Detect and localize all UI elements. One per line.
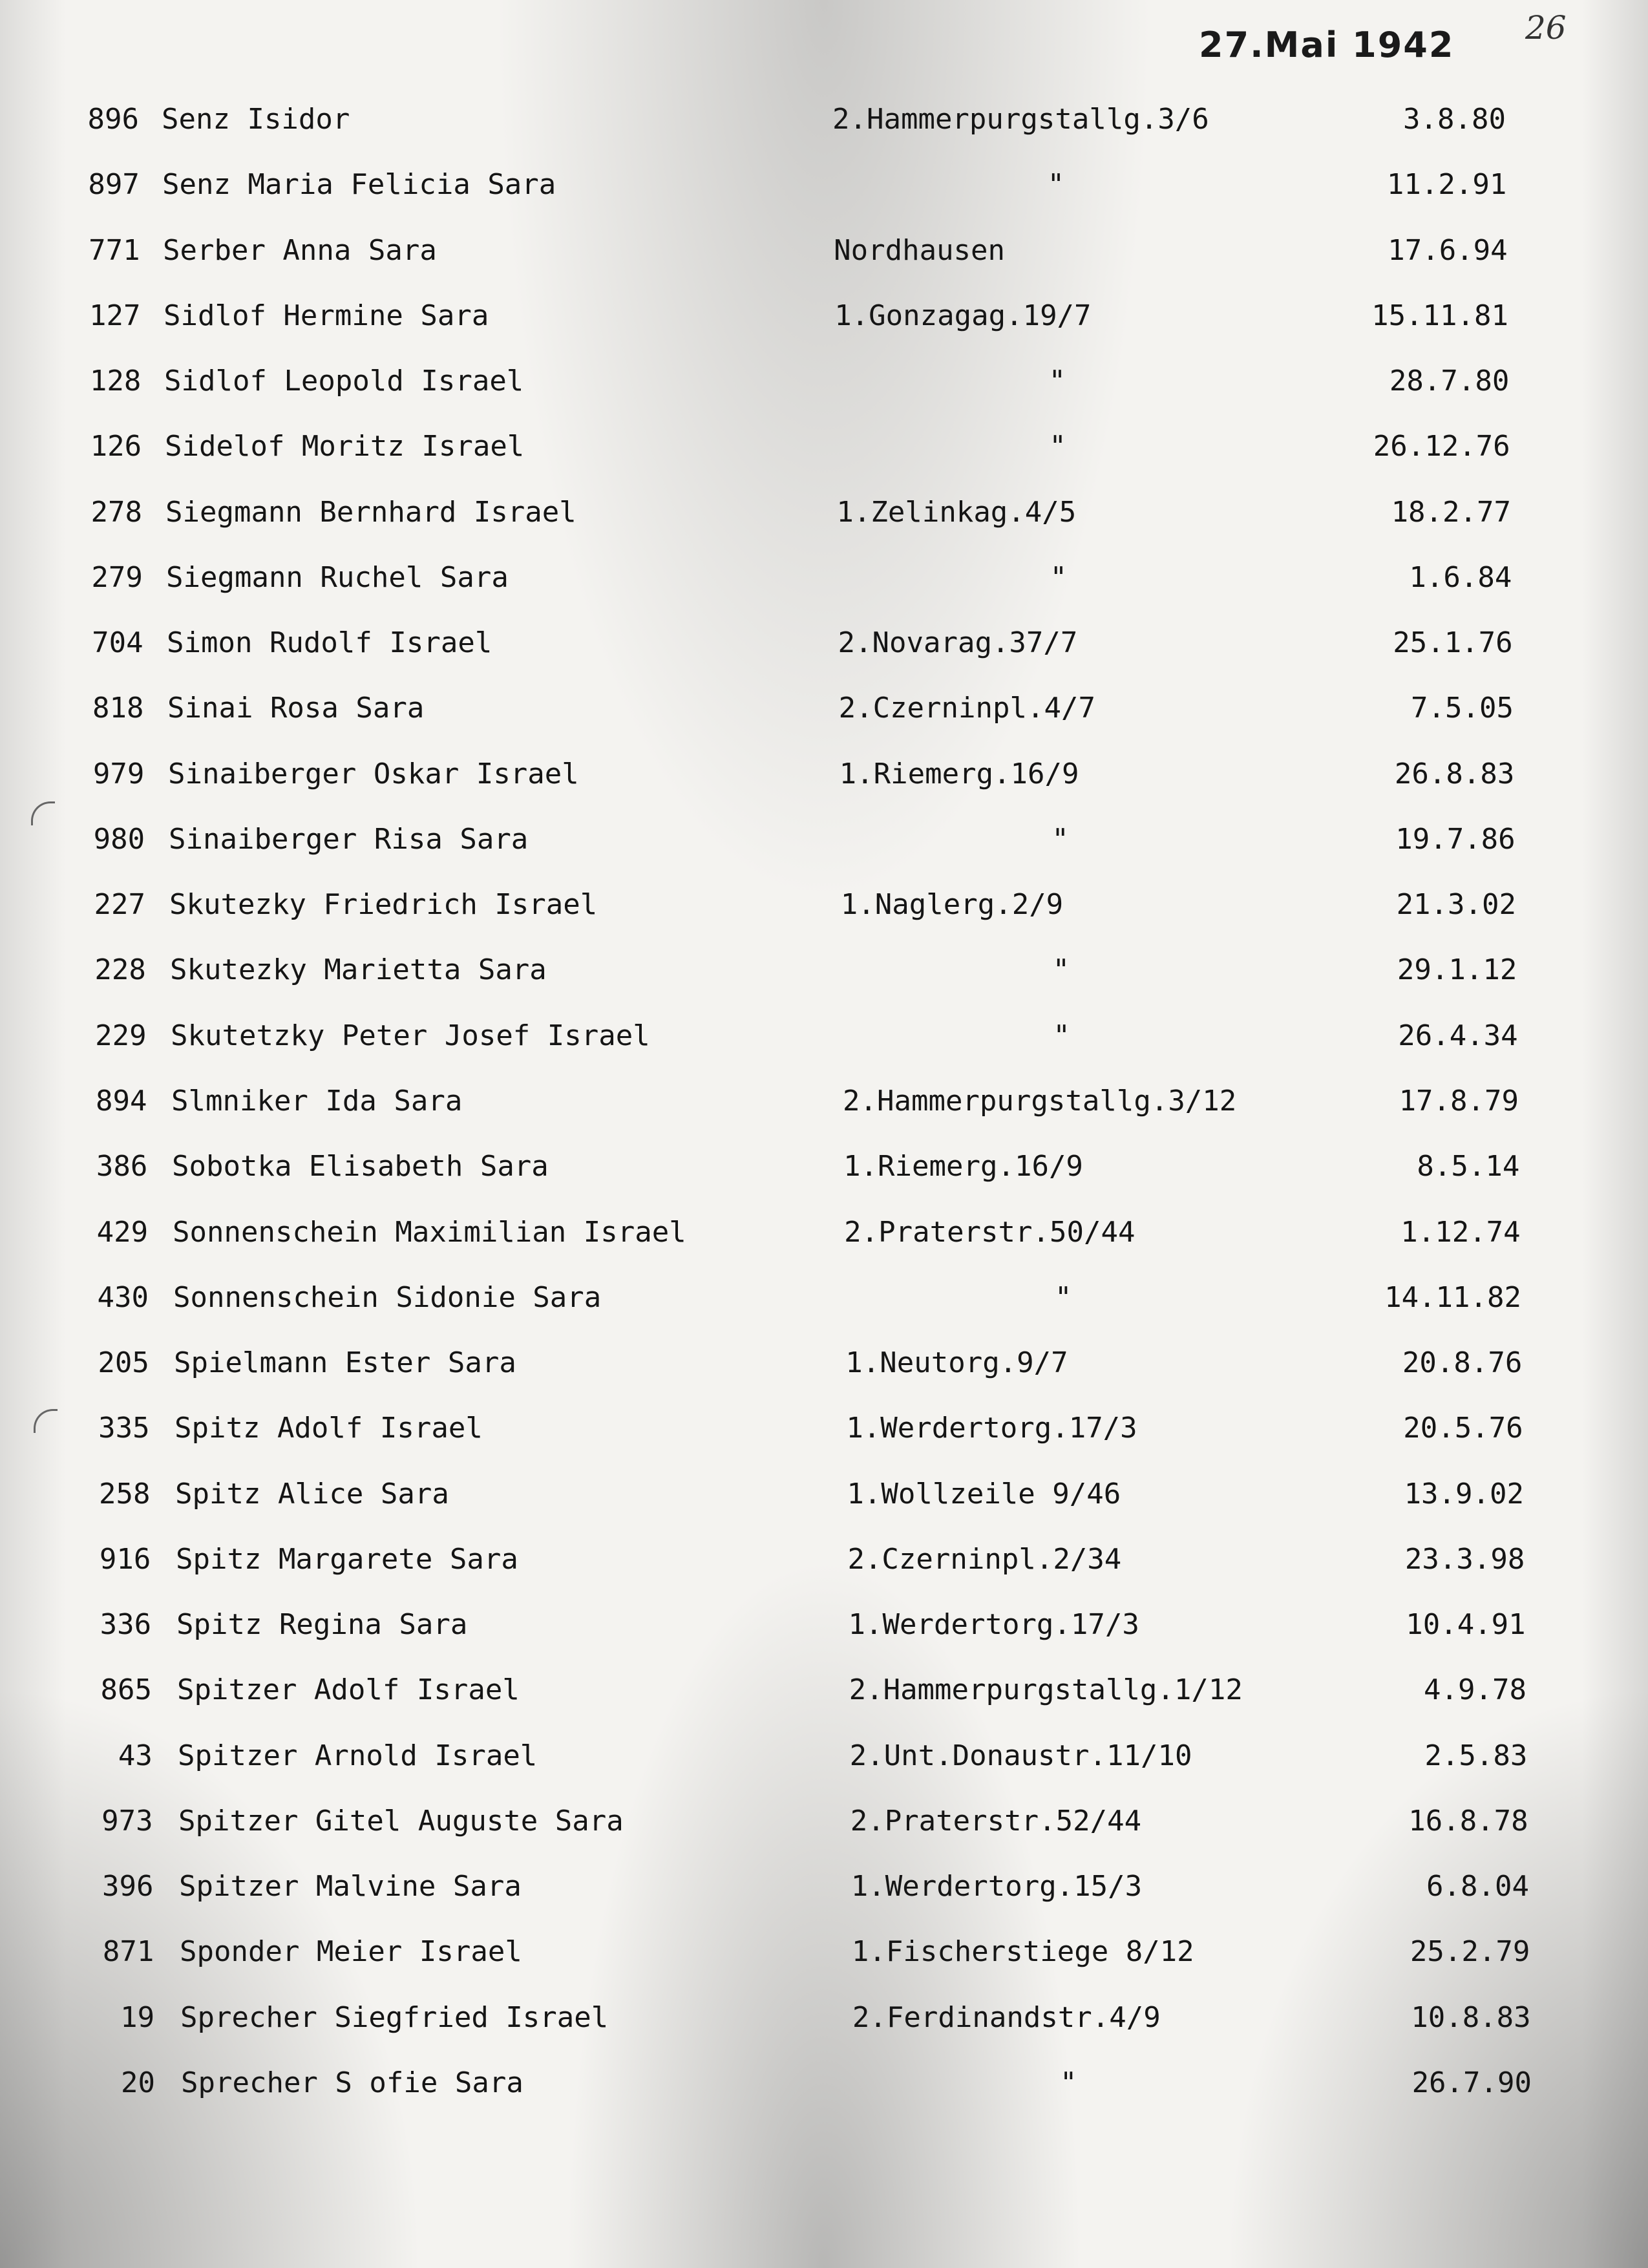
entry-number: 126 [90, 430, 142, 463]
entry-number: 279 [91, 560, 143, 594]
entry-number: 386 [96, 1150, 148, 1183]
entry-number: 258 [99, 1477, 151, 1510]
birth-date: 17.6.94 [1388, 233, 1508, 267]
table-row [0, 1602, 1648, 1648]
entry-number: 128 [89, 365, 142, 398]
birth-date: 25.1.76 [1393, 626, 1513, 660]
entry-number: 916 [99, 1542, 151, 1576]
person-name: Sonnenschein Maximilian Israel [173, 1215, 686, 1249]
address: " [1050, 560, 1068, 594]
person-name: Simon Rudolf Israel [167, 626, 492, 660]
date-stamp: 27.Mai 1942 [1199, 25, 1455, 65]
entry-number: 228 [94, 953, 146, 987]
birth-date: 3.8.80 [1403, 103, 1506, 136]
person-name: Spielmann Ester Sara [174, 1346, 516, 1380]
birth-date: 20.5.76 [1403, 1412, 1523, 1445]
address: 2.Czerninpl.4/7 [838, 692, 1095, 725]
entry-number: 229 [95, 1019, 147, 1052]
address: " [1047, 168, 1065, 202]
address: 2.Unt.Donaustr.11/10 [849, 1739, 1192, 1772]
person-name: Sinaiberger Oskar Israel [168, 757, 579, 790]
entry-number: 429 [96, 1215, 149, 1249]
person-name: Serber Anna Sara [163, 233, 437, 267]
entry-number: 19 [120, 2000, 155, 2034]
table-row [0, 1537, 1648, 1582]
birth-date: 26.7.90 [1411, 2066, 1532, 2099]
person-name: Sidlof Leopold Israel [164, 365, 524, 398]
address: " [1053, 1019, 1070, 1052]
birth-date: 28.7.80 [1389, 365, 1510, 398]
entry-number: 771 [89, 233, 140, 267]
entry-number: 20 [121, 2066, 155, 2099]
table-row [0, 1995, 1648, 2040]
entry-number: 127 [89, 299, 141, 332]
entry-number: 980 [93, 822, 145, 856]
address: 1.Werdertorg.17/3 [846, 1412, 1137, 1445]
table-row [0, 1275, 1648, 1320]
address: 2.Hammerpurgstallg.1/12 [849, 1673, 1243, 1707]
address: 1.Werdertorg.15/3 [850, 1870, 1143, 1903]
birth-date: 7.5.05 [1411, 692, 1514, 725]
address: 2.Novarag.37/7 [838, 626, 1078, 660]
birth-date: 17.8.79 [1399, 1085, 1519, 1118]
address: 2.Hammerpurgstallg.3/12 [843, 1085, 1237, 1118]
address: " [1060, 2066, 1077, 2099]
table-row [0, 882, 1648, 927]
table-row [0, 752, 1648, 797]
birth-date: 18.2.77 [1391, 495, 1511, 529]
address: 2.Praterstr.50/44 [844, 1215, 1136, 1249]
entry-number: 897 [88, 168, 140, 202]
birth-date: 1.6.84 [1409, 560, 1512, 594]
birth-date: 19.7.86 [1395, 822, 1516, 856]
address: 1.Gonzagag.19/7 [834, 299, 1092, 332]
birth-date: 13.9.02 [1404, 1477, 1524, 1510]
table-row [0, 1929, 1648, 1975]
entry-number: 979 [92, 757, 145, 790]
person-name: Skutezky Friedrich Israel [169, 888, 598, 922]
table-row [0, 293, 1648, 339]
person-name: Spitz Regina Sara [176, 1608, 468, 1642]
table-row [0, 162, 1648, 207]
person-name: Sinaiberger Risa Sara [169, 822, 529, 856]
entry-number: 896 [87, 103, 139, 136]
table-row [0, 1864, 1648, 1909]
entry-number: 818 [92, 692, 144, 725]
birth-date: 26.8.83 [1394, 757, 1515, 790]
address: " [1048, 365, 1066, 398]
address: " [1052, 953, 1070, 987]
birth-date: 29.1.12 [1397, 953, 1517, 987]
entry-number: 894 [96, 1085, 147, 1118]
person-name: Senz Isidor [162, 103, 350, 136]
entry-number: 227 [94, 888, 145, 922]
birth-date: 1.12.74 [1400, 1215, 1521, 1249]
address: 1.Werdertorg.17/3 [848, 1608, 1139, 1642]
birth-date: 26.12.76 [1373, 430, 1510, 463]
table-row [0, 620, 1648, 666]
person-name: Sinai Rosa Sara [167, 692, 425, 725]
address: 1.Wollzeile 9/46 [847, 1477, 1121, 1510]
entry-number: 973 [101, 1804, 153, 1838]
address: 2.Czerninpl.2/34 [847, 1542, 1122, 1576]
address: 2.Praterstr.52/44 [850, 1804, 1142, 1838]
table-row [0, 1341, 1648, 1386]
person-name: Sonnenschein Sidonie Sara [173, 1280, 602, 1314]
table-row [0, 1406, 1648, 1451]
birth-date: 6.8.04 [1426, 1870, 1529, 1903]
person-name: Sidelof Moritz Israel [165, 430, 525, 463]
person-name: Skutetzky Peter Josef Israel [171, 1019, 650, 1052]
table-row [0, 817, 1648, 862]
table-row [0, 1210, 1648, 1255]
table-row [0, 490, 1648, 535]
table-row [0, 1079, 1648, 1124]
birth-date: 8.5.14 [1417, 1150, 1520, 1183]
entry-number: 865 [100, 1673, 152, 1707]
page-number: 26 [1525, 9, 1567, 47]
address: " [1051, 822, 1069, 856]
table-row [0, 555, 1648, 600]
entry-number: 205 [98, 1346, 149, 1380]
address: 2.Hammerpurgstallg.3/6 [832, 103, 1209, 136]
address: 1.Neutorg.9/7 [845, 1346, 1068, 1380]
address: 1.Fischerstiege 8/12 [851, 1935, 1194, 1969]
table-row [0, 1733, 1648, 1779]
address: 1.Riemerg.16/9 [843, 1150, 1083, 1183]
table-row [0, 359, 1648, 404]
person-name: Siegmann Bernhard Israel [165, 495, 576, 529]
address: Nordhausen [834, 233, 1006, 267]
person-name: Sprecher Siegfried Israel [180, 2000, 609, 2034]
entry-number: 396 [102, 1870, 154, 1903]
address: " [1055, 1280, 1072, 1314]
person-name: Skutezky Marietta Sara [170, 953, 547, 987]
table-row [0, 1799, 1648, 1844]
person-name: Sponder Meier Israel [180, 1935, 522, 1969]
table-row [0, 948, 1648, 993]
person-name: Spitz Adolf Israel [174, 1412, 483, 1445]
person-name: Senz Maria Felicia Sara [162, 168, 556, 202]
entry-number: 430 [97, 1280, 149, 1314]
person-name: Spitzer Malvine Sara [179, 1870, 522, 1903]
birth-date: 20.8.76 [1402, 1346, 1523, 1380]
person-name: Slmniker Ida Sara [171, 1085, 463, 1118]
person-name: Sidlof Hermine Sara [164, 299, 489, 332]
entry-number: 335 [98, 1412, 150, 1445]
address: " [1049, 430, 1066, 463]
table-row [0, 1013, 1648, 1059]
address: 1.Riemerg.16/9 [839, 757, 1079, 790]
birth-date: 16.8.78 [1408, 1804, 1528, 1838]
entry-number: 704 [92, 626, 143, 660]
table-row [0, 228, 1648, 273]
address: 2.Ferdinandstr.4/9 [852, 2000, 1161, 2034]
birth-date: 2.5.83 [1424, 1739, 1528, 1772]
entry-number: 871 [102, 1935, 154, 1969]
birth-date: 4.9.78 [1424, 1673, 1527, 1707]
birth-date: 25.2.79 [1410, 1935, 1530, 1969]
birth-date: 10.4.91 [1406, 1608, 1526, 1642]
birth-date: 10.8.83 [1411, 2000, 1531, 2034]
person-name: Sobotka Elisabeth Sara [172, 1150, 549, 1183]
table-row [0, 1668, 1648, 1713]
person-name: Spitzer Arnold Israel [178, 1739, 538, 1772]
address: 1.Naglerg.2/9 [840, 888, 1064, 922]
person-name: Spitz Alice Sara [175, 1477, 449, 1510]
table-row [0, 1144, 1648, 1189]
birth-date: 23.3.98 [1404, 1542, 1525, 1576]
birth-date: 14.11.82 [1384, 1280, 1521, 1314]
table-row [0, 97, 1648, 142]
person-name: Spitzer Gitel Auguste Sara [178, 1804, 624, 1838]
person-name: Sprecher S ofie Sara [181, 2066, 523, 2099]
person-name: Spitz Margarete Sara [176, 1542, 518, 1576]
birth-date: 11.2.91 [1386, 168, 1507, 202]
birth-date: 21.3.02 [1396, 888, 1516, 922]
entry-number: 336 [100, 1608, 152, 1642]
person-name: Spitzer Adolf Israel [177, 1673, 520, 1707]
entry-number: 43 [118, 1739, 153, 1772]
table-row [0, 424, 1648, 469]
birth-date: 15.11.81 [1371, 299, 1508, 332]
person-name: Siegmann Ruchel Sara [166, 560, 509, 594]
entry-number: 278 [90, 495, 142, 529]
birth-date: 26.4.34 [1398, 1019, 1518, 1052]
table-row [0, 2061, 1648, 2106]
table-row [0, 686, 1648, 731]
address: 1.Zelinkag.4/5 [836, 495, 1077, 529]
table-row [0, 1472, 1648, 1517]
